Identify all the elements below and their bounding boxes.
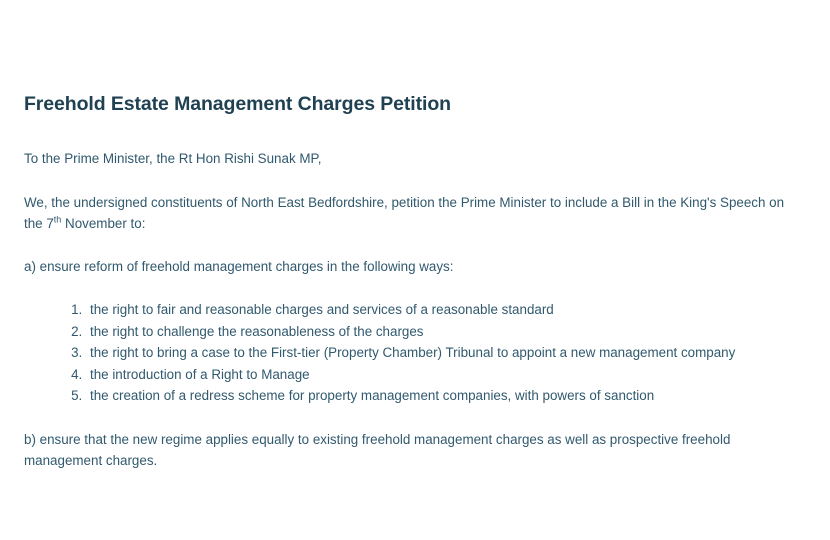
clause-b-text: b) ensure that the new regime applies equally to existing freehold management charges as well as prospective freehold management charges. — [24, 431, 731, 468]
rights-list — [24, 300, 806, 407]
clause-a-text: a) ensure reform of freehold management charges in the following ways: — [24, 258, 454, 274]
petition-intro-part1: We, the undersigned constituents of North East Bedfordshire, petition the Prime Minister to include a Bill in the King's Speech on the 7 — [24, 195, 785, 231]
page-title: Freehold Estate Management Charges Petition — [24, 93, 451, 115]
petition-intro-part2: November to: — [61, 215, 146, 231]
addressee-line: To the Prime Minister, the Rt Hon Rishi Sunak MP, — [24, 151, 322, 167]
list-item: 4. the introduction of a Right to Manage — [86, 365, 806, 386]
list-item: 2. the right to challenge the reasonableness of the charges — [86, 322, 806, 343]
list-item: 3. the right to bring a case to the First-tier (Property Chamber) Tribunal to appoint a new management company — [86, 343, 806, 364]
petition-intro — [24, 193, 806, 235]
list-item: 1. the right to fair and reasonable charges and services of a reasonable standard — [86, 300, 806, 321]
ordinal-suffix: th — [53, 214, 62, 225]
list-item: 5. the creation of a redress scheme for property management companies, with powers of sanction — [86, 386, 806, 407]
